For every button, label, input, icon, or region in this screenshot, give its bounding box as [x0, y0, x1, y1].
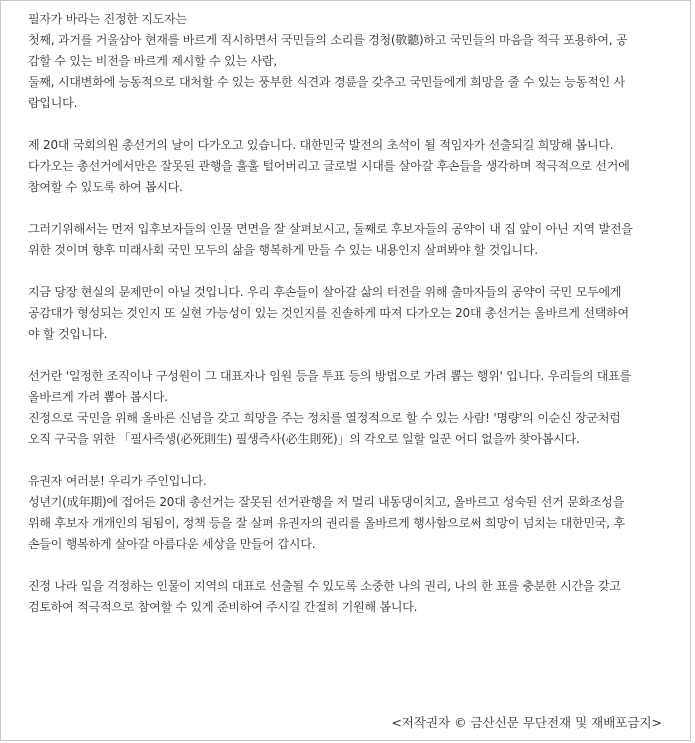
- article-line: 지금 당장 현실의 문제만이 아닐 것입니다. 우리 후손들이 살아갈 삶의 터전을 위해 출마자들의 공약이 국민 모두에게: [28, 285, 622, 299]
- article-line: 제 20대 국회의원 총선거의 날이 다가오고 있습니다. 대한민국 발전의 초석이 될 적임자가 선출되길 희망해 봅니다.: [28, 138, 614, 152]
- article-line: 오직 구국을 위한 「필사즉생(必死則生) 필생즉사(必生則死)」의 각오로 일할 일꾼 어디 없을까 찾아봅시다.: [28, 432, 580, 446]
- article-body: [28, 9, 670, 639]
- paragraph: [28, 9, 670, 114]
- article-line: 손들이 행복하게 살아갈 아름다운 세상을 만들어 갑시다.: [28, 537, 316, 551]
- article-line: 필자가 바라는 진정한 지도자는: [28, 12, 187, 26]
- article-line: 다가오는 총선거에서만은 잘못된 관행을 훌훌 털어버리고 글로벌 시대를 살아갈 후손들을 생각하며 적극적으로 선거에: [28, 159, 630, 173]
- paragraph: [28, 576, 670, 618]
- article-line: 첫째, 과거를 거울삼아 현재를 바르게 직시하면서 국민들의 소리를 경청(敬聽)하고 국민들의 마음을 적극 포용하여, 공: [28, 33, 628, 47]
- paragraph: [28, 135, 670, 198]
- copyright-notice: <저작권자 © 금산신문 무단전재 및 재배포금지>: [391, 715, 662, 730]
- paragraph: [28, 366, 670, 450]
- article-line: 올바르게 가려 뽑아 봅시다.: [28, 390, 168, 404]
- article-line: 선거란 '일정한 조직이나 구성원이 그 대표자나 임원 등을 투표 등의 방법으로 가려 뽑는 행위' 입니다. 우리들의 대표를: [28, 369, 632, 383]
- article-line: 유권자 여러분! 우리가 주인입니다.: [28, 474, 207, 488]
- article-line: 야 할 것입니다.: [28, 327, 108, 341]
- article-line: 그러기위해서는 먼저 입후보자들의 인물 면면을 잘 살펴보시고, 둘째로 후보자들의 공약이 내 집 앞이 아닌 지역 발전을: [28, 222, 633, 236]
- article-line: 성년기(成年期)에 접어든 20대 총선거는 잘못된 선거관행을 저 멀리 내동댕이치고, 올바르고 성숙된 선거 문화조성을: [28, 495, 625, 509]
- article-line: 진정 나라 일을 걱정하는 인물이 지역의 대표로 선출될 수 있도록 소중한 나의 권리, 나의 한 표를 충분한 시간을 갖고: [28, 579, 621, 593]
- article-line: 진정으로 국민을 위해 올바른 신념을 갖고 희망을 주는 정치를 열정적으로 할 수 있는 사람! '명량'의 이순신 장군처럼: [28, 411, 621, 425]
- article-line: 위한 것이며 향후 미래사회 국민 모두의 삶을 행복하게 만들 수 있는 내용인지 살펴봐야 할 것입니다.: [28, 243, 538, 257]
- paragraph: [28, 219, 670, 261]
- article-line: 참여할 수 있도록 하여 봅시다.: [28, 180, 183, 194]
- article-line: 둘째, 시대변화에 능동적으로 대처할 수 있는 풍부한 식견과 경륜을 갖추고 국민들에게 희망을 줄 수 있는 능동적인 사: [28, 75, 625, 89]
- article-line: 공감대가 형성되는 것인지 또 실현 가능성이 있는 것인지를 진솔하게 따져 다가오는 20대 총선거는 올바르게 선택하여: [28, 306, 629, 320]
- article-line: 감할 수 있는 비전을 바르게 제시할 수 있는 사람,: [28, 54, 277, 68]
- article-line: 람입니다.: [28, 96, 78, 110]
- article-line: 위해 후보자 개개인의 됨됨이, 정책 등을 잘 살펴 유권자의 권리를 올바르게 행사함으로써 희망이 넘치는 대한민국, 후: [28, 516, 625, 530]
- paragraph: [28, 282, 670, 345]
- article-line: 검토하여 적극적으로 참여할 수 있게 준비하여 주시길 간절히 기원해 봅니다.: [28, 600, 418, 614]
- paragraph: [28, 471, 670, 555]
